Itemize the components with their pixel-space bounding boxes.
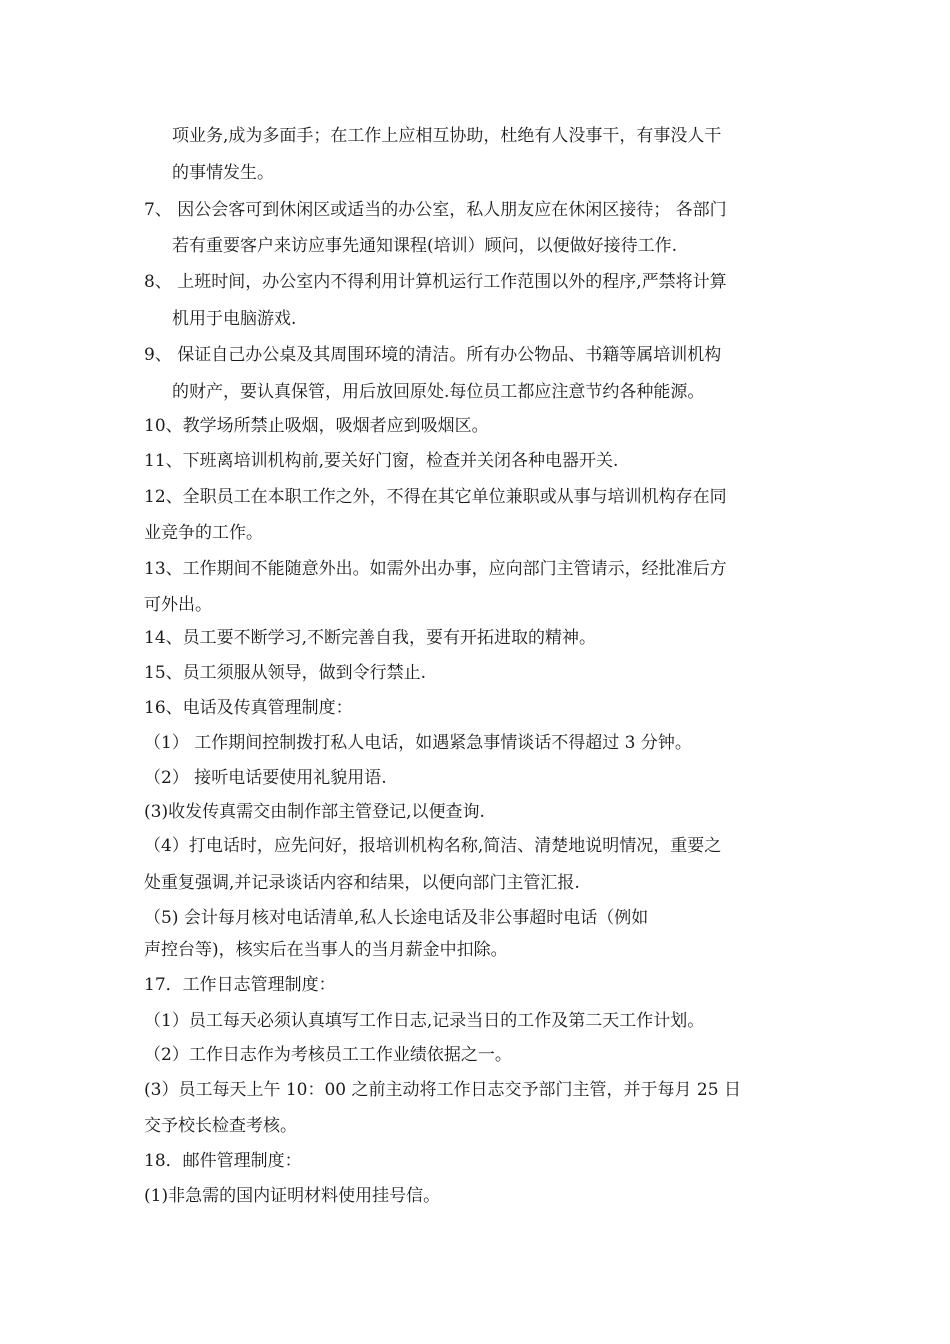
paragraph-line: 18．邮件管理制度： xyxy=(144,1151,302,1171)
paragraph-line: 的事情发生。 xyxy=(172,163,274,183)
paragraph-line: 若有重要客户来访应事先通知课程(培训）顾问，以便做好接待工作. xyxy=(172,236,678,256)
paragraph-line: 交予校长检查考核。 xyxy=(144,1116,297,1136)
paragraph-line: 12、全职员工在本职工作之外，不得在其它单位兼职或从事与培训机构存在同 xyxy=(144,487,727,507)
paragraph-line: 项业务,成为多面手；在工作上应相互协助，杜绝有人没事干，有事没人干 xyxy=(172,126,722,146)
paragraph-line: （4）打电话时，应先问好，报培训机构名称,简洁、清楚地说明情况，重要之 xyxy=(144,836,722,856)
paragraph-line: 15、员工须服从领导，做到令行禁止. xyxy=(144,663,427,683)
paragraph-line: 11、下班离培训机构前,要关好门窗，检查并关闭各种电器开关. xyxy=(144,451,619,471)
paragraph-line: 10、教学场所禁止吸烟，吸烟者应到吸烟区。 xyxy=(144,416,489,436)
paragraph-line: 声控台等)，核实后在当事人的当月薪金中扣除。 xyxy=(144,940,508,960)
paragraph-line: (1)非急需的国内证明材料使用挂号信。 xyxy=(144,1186,441,1206)
paragraph-line: （2） 接听电话要使用礼貌用语. xyxy=(144,768,387,788)
paragraph-line: （2）工作日志作为考核员工工作业绩依据之一。 xyxy=(144,1045,512,1065)
paragraph-line: 17．工作日志管理制度： xyxy=(144,975,336,995)
paragraph-line: (3)收发传真需交由制作部主管登记,以便查询. xyxy=(144,802,485,822)
paragraph-line: （5) 会计每月核对电话清单,私人长途电话及非公事超时电话（例如 xyxy=(144,908,649,928)
paragraph-line: 16、电话及传真管理制度： xyxy=(144,698,353,718)
paragraph-line: 业竞争的工作。 xyxy=(144,523,263,543)
paragraph-line: 机用于电脑游戏. xyxy=(172,309,297,329)
paragraph-line: 7、 因公会客可到休闲区或适当的办公室，私人朋友应在休闲区接待； 各部门 xyxy=(144,200,727,220)
paragraph-line: 处重复强调,并记录谈话内容和结果，以便向部门主管汇报. xyxy=(144,873,580,893)
paragraph-line: （1）员工每天必须认真填写工作日志,记录当日的工作及第二天工作计划。 xyxy=(144,1011,705,1031)
paragraph-line: 9、 保证自己办公桌及其周围环境的清洁。所有办公物品、书籍等属培训机构 xyxy=(144,345,722,365)
paragraph-line: 的财产，要认真保管，用后放回原处.每位员工都应注意节约各种能源。 xyxy=(172,382,705,402)
paragraph-line: （1） 工作期间控制拨打私人电话，如遇紧急事情谈话不得超过 3 分钟。 xyxy=(144,733,692,753)
paragraph-line: 13、工作期间不能随意外出。如需外出办事，应向部门主管请示，经批准后方 xyxy=(144,559,727,579)
paragraph-line: 可外出。 xyxy=(144,595,212,615)
paragraph-line: (3）员工每天上午 10：00 之前主动将工作日志交予部门主管，并于每月 25 日 xyxy=(144,1080,741,1100)
paragraph-line: 8、 上班时间，办公室内不得利用计算机运行工作范围以外的程序,严禁将计算 xyxy=(144,272,727,292)
paragraph-line: 14、员工要不断学习,不断完善自我，要有开拓进取的精神。 xyxy=(144,628,597,648)
